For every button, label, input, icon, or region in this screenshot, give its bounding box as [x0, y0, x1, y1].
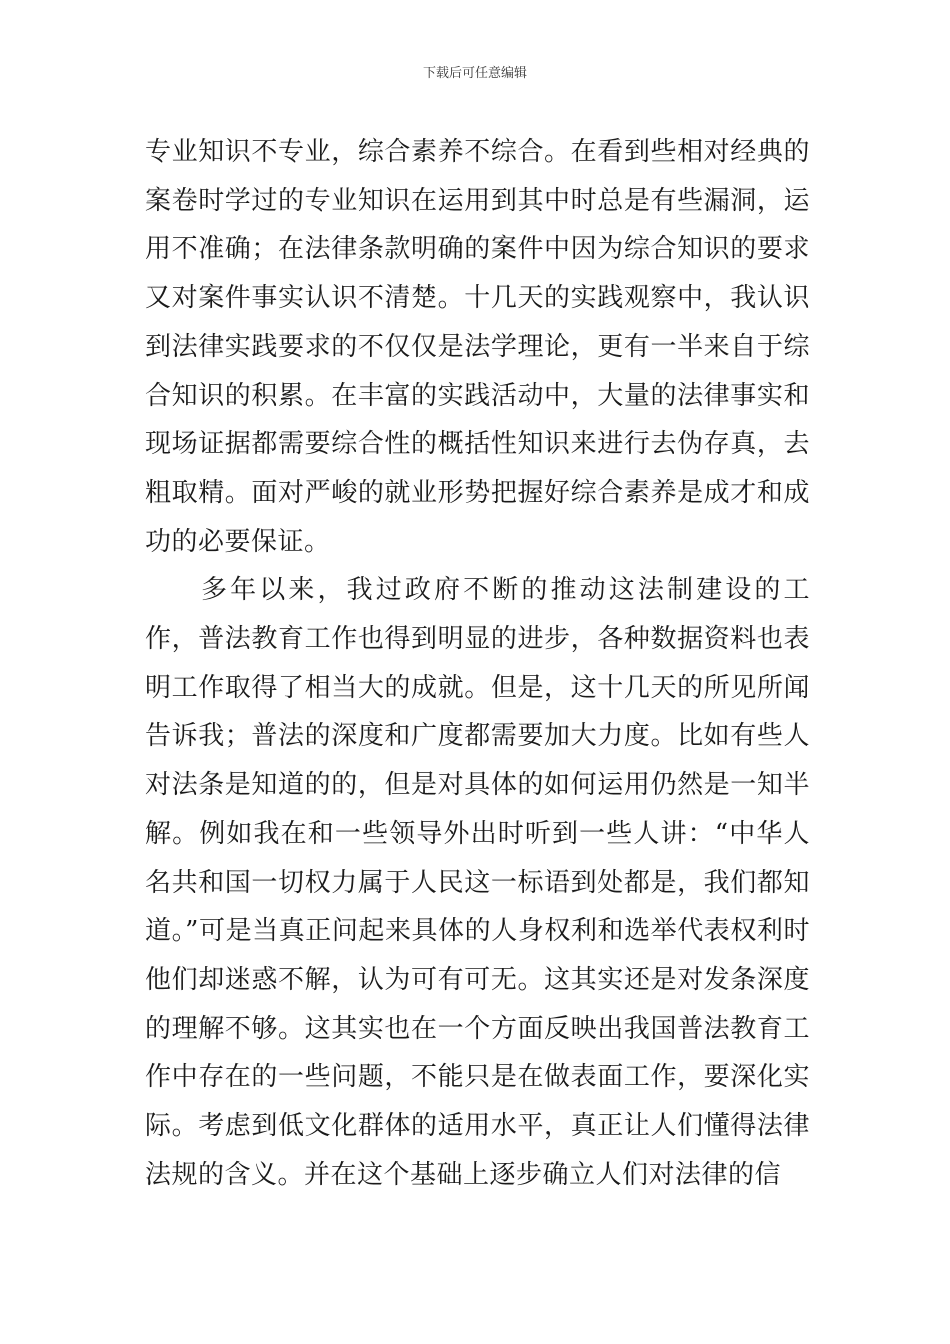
paragraph-2: 多年以来，我过政府不断的推动这法制建设的工作，普法教育工作也得到明显的进步，各种数据资料也表明工作取得了相当大的成就。但是，这十几天的所见所闻告诉我；普法的深度和广度都需要加大力度。比如有些人对法条是知道的的，但是对具体的如何运用仍然是一知半解。例如我在和一些领导外出时听到一些人讲：“中华人名共和国一切权力属于人民这一标语到处都是，我们都知道。”可是当真正问起来具体的人身权利和选举代表权利时他们却迷惑不解，认为可有可无。这其实还是对发条深度的理解不够。这其实也在一个方面反映出我国普法教育工作中存在的一些问题，不能只是在做表面工作，要深化实际。考虑到低文化群体的适用水平，真正让人们懂得法律法规的含义。并在这个基础上逐步确立人们对法律的信: [145, 575, 810, 1190]
document-body: [145, 128, 810, 1199]
paragraph-1: 专业知识不专业，综合素养不综合。在看到些相对经典的案卷时学过的专业知识在运用到其中时总是有些漏洞，运用不准确；在法律条款明确的案件中因为综合知识的要求又对案件事实认识不清楚。十几天的实践观察中，我认识到法律实践要求的不仅仅是法学理论，更有一半来自于综合知识的积累。在丰富的实践活动中，大量的法律事实和现场证据都需要综合性的概括性知识来进行去伪存真，去粗取精。面对严峻的就业形势把握好综合素养是成才和成功的必要保证。: [145, 137, 810, 557]
page-header: 下载后可任意编辑: [422, 66, 527, 81]
